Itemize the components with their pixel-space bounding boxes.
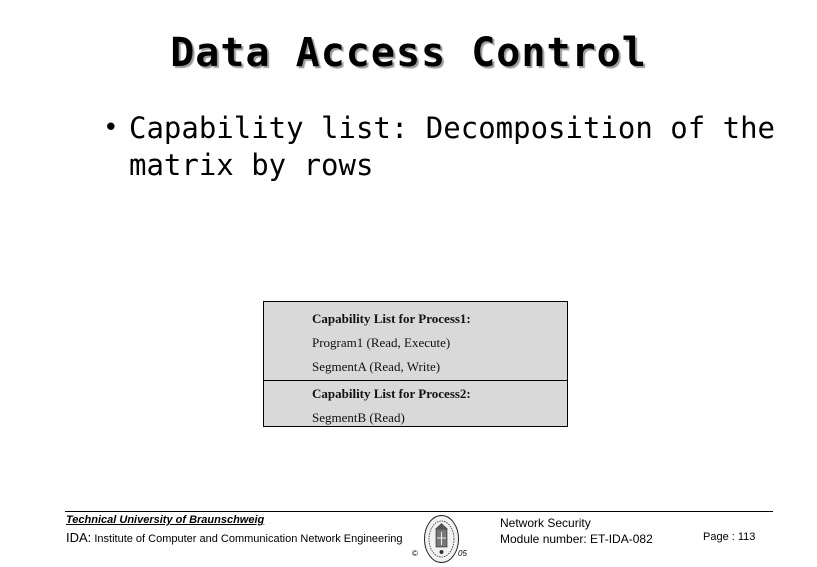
capability-heading-process2: Capability List for Process2:	[312, 386, 471, 401]
university-seal-icon	[423, 514, 460, 564]
capability-section-process2	[264, 380, 567, 426]
footer-university: Technical University of Braunschweig	[66, 514, 265, 526]
footer-year: 05	[458, 549, 467, 558]
footer-institute	[66, 530, 406, 547]
capability-section-process1	[264, 302, 567, 381]
page-label: Page :	[703, 531, 735, 543]
footer-page	[703, 531, 755, 543]
footer-course-title: Network Security	[500, 516, 591, 530]
capability-entry: SegmentB (Read)	[312, 410, 405, 425]
bullet-dot: •	[103, 113, 119, 143]
footer-rule	[65, 511, 773, 512]
capability-entry: Program1 (Read, Execute)	[312, 335, 451, 350]
page-number: 113	[737, 531, 756, 543]
footer-institute-abbr: IDA:	[66, 530, 92, 545]
slide-title: Data Access Control	[170, 30, 647, 76]
capability-list-figure	[263, 301, 568, 427]
footer-module-number: Module number: ET-IDA-082	[500, 532, 653, 546]
capability-heading-process1: Capability List for Process1:	[312, 311, 471, 326]
footer-course	[500, 515, 685, 547]
footer-copyright: ©	[412, 549, 418, 558]
capability-entry: SegmentA (Read, Write)	[312, 359, 441, 374]
footer-institute-name: Institute of Computer and Communication Network Engineering	[91, 533, 403, 545]
bullet-text: Capability list: Decomposition of the matrix by rows	[129, 111, 776, 182]
